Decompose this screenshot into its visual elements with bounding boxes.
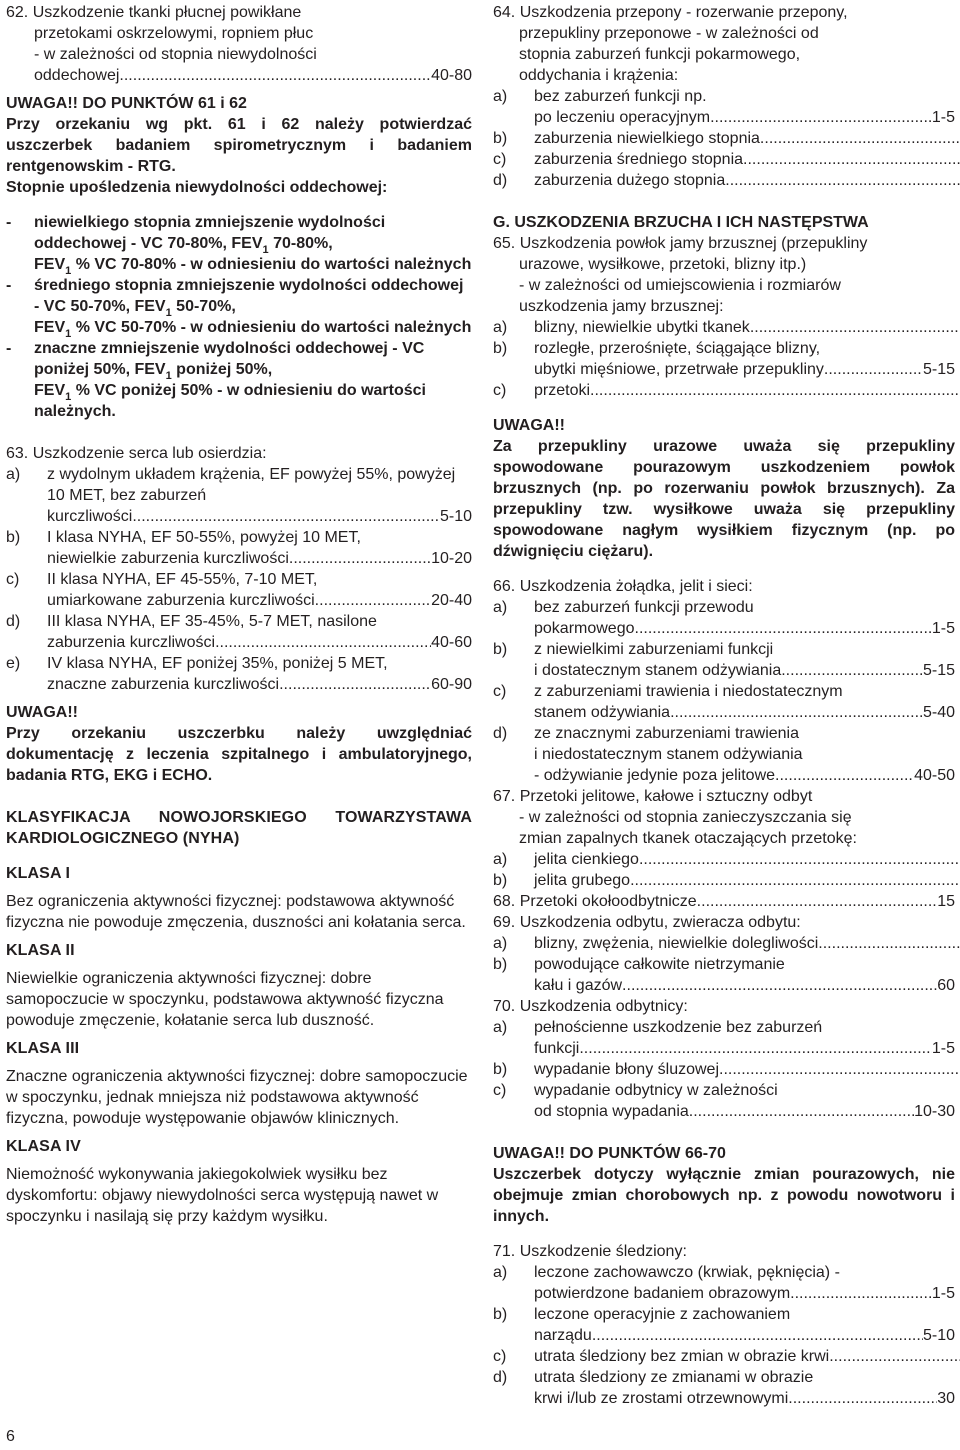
sub-item: a) leczone zachowawczo (krwiak, pęknięcia) -: [493, 1264, 840, 1281]
item-value-line: b) wypadanie błony śluzowej .....: [493, 1059, 955, 1080]
item-69: [493, 912, 955, 996]
item-value-line: d) zaburzenia dużego stopnia .....: [493, 170, 955, 191]
class-heading: KLASA IV: [6, 1138, 81, 1155]
page-number: 6: [6, 1428, 15, 1445]
item-value: 20-40: [431, 592, 472, 609]
item-title: 62. Uszkodzenie tkanki płucnej powikłane: [6, 4, 302, 21]
item-value-line: po leczeniu operacyjnym ..... 1-5: [493, 107, 955, 128]
note-text: Przy orzekaniu uszczerbku należy uwzględniać dokumentację z leczenia szpitalnego i ambulatoryjnego, badania RTG, EKG i ECHO.: [6, 725, 472, 784]
sub-item: d) III klasa NYHA, EF 35-45%, 5-7 MET, nasilone: [6, 613, 377, 630]
item-value-line: narządu ..... 5-10: [493, 1325, 955, 1346]
class-text: Znaczne ograniczenia aktywności fizycznej: dobre samopoczucie w spoczynku, jednak mniejsza niż podstawowa aktywność fizyczna, powoduje występowanie objawów klinicznych.: [6, 1068, 468, 1127]
item-value-line: od stopnia wypadania ..... 10-30: [493, 1101, 955, 1122]
class-heading: KLASA II: [6, 942, 75, 959]
item-title: 70. Uszkodzenia odbytnicy:: [493, 998, 688, 1015]
item-value: 15: [937, 893, 955, 910]
left-column: [6, 2, 472, 1227]
item-67: 67. Przetoki jelitowe, kałowe i sztuczny odbyt - w zależności od stopnia zanieczyszczania się zmian zapalnych tkanek otaczających przetokę: a) jelita cienkiego ..... b) jelita grubego .....: [493, 786, 955, 891]
item-value-line: c) zaburzenia średniego stopnia .....: [493, 149, 955, 170]
item-value: 1-5: [931, 1040, 955, 1057]
degree-item: - znaczne zmniejszenie wydolności oddechowej - VC poniżej 50%, $FEV_1$ poniżej 50%, $FEV_1$ % VC poniżej 50% - w odniesieniu do wartości należnych.: [6, 340, 426, 420]
note-heading: UWAGA!!: [6, 704, 78, 721]
respiratory-degrees: [6, 212, 472, 422]
item-title: 67. Przetoki jelitowe, kałowe i sztuczny odbyt: [493, 788, 813, 805]
note-63: [6, 702, 472, 786]
item-66: 66. Uszkodzenia żołądka, jelit i sieci: a) bez zaburzeń funkcji przewodu pokarmowego ..... 1-5 b) z niewielkimi zaburzeniami funkcji i dostatecznym stanem odżywiania ..... 5-15 c) z zaburzeniami trawienia i niedostatecznym stanem odżywiania ..... 5-40 d) ze znacznymi zaburzeniami trawienia i niedostatecznym stanem odżywiania - odżywianie jedynie poza jelitowe ..... 40-50: [493, 576, 955, 786]
item-value-line: ubytki mięśniowe, przetrwałe przepukliny ..... 5-15: [493, 359, 955, 380]
item-label: oddechowej: [34, 67, 120, 84]
item-value-line: a) blizny, zwężenia, niewielkie dolegliwości .....: [493, 933, 955, 954]
item-64: 64. Uszkodzenia przepony - rozerwanie przepony, przepukliny przeponowe - w zależności od stopnia zaburzeń funkcji pokarmowego, oddychania i krążenia: a) bez zaburzeń funkcji np. po leczeniu operacyjnym ..... 1-5 b) zaburzenia niewielkiego stopnia ..... c) zaburzenia średniego stopnia ..... d) zaburzenia dużego stopnia .....: [493, 2, 955, 191]
note-66-70: [493, 1143, 955, 1227]
sub-item: c) wypadanie odbytnicy w zależności: [493, 1082, 778, 1099]
sub-item: c) z zaburzeniami trawienia i niedostatecznym: [493, 683, 843, 700]
right-column: [493, 2, 955, 1409]
item-value: 40-80: [431, 67, 472, 84]
item-value-line: znaczne zaburzenia kurczliwości ..... 60-90: [6, 674, 472, 695]
class-text: Niewielkie ograniczenia aktywności fizycznej: dobre samopoczucie w spoczynku, podstawowa aktywność fizyczna powoduje zmęczenie, kołatanie serca lub duszność.: [6, 970, 444, 1029]
section-heading: G. USZKODZENIA BRZUCHA I ICH NASTĘPSTWA: [493, 214, 869, 231]
degree-item: - średniego stopnia zmniejszenie wydolności oddechowej - VC 50-70%, $FEV_1$ 50-70%, $FEV_1$ % VC 50-70% - w odniesieniu do wartości należnych: [6, 277, 472, 340]
item-value: 5-10: [922, 1327, 955, 1344]
item-65: 65. Uszkodzenia powłok jamy brzusznej (przepukliny urazowe, wysiłkowe, przetoki, blizny itp.) - w zależności od umiejscowienia i rozmiarów uszkodzenia jamy brzusznej: a) blizny, niewielkie ubytki tkanek ..... b) rozległe, przerośnięte, ściągające blizny, ubytki mięśniowe, przetrwałe przepukliny ..... 5-15 c) przetoki .....: [493, 233, 955, 401]
item-value: 10-20: [431, 550, 472, 567]
item-68: 68. Przetoki okołoodbytnicze ..... 15: [493, 891, 955, 912]
note-text: Uszczerbek dotyczy wyłącznie zmian pourazowych, nie obejmuje zmian chorobowych np. z powodu nowotworu i innych.: [493, 1166, 955, 1225]
item-value-line: kurczliwości ..... 5-10: [6, 506, 472, 527]
item-71: [493, 1241, 955, 1409]
item-value: 5-10: [439, 508, 472, 525]
dot-leader: [119, 65, 431, 86]
item-value: 40-60: [431, 634, 472, 651]
item-value-line: a) blizny, niewielkie ubytki tkanek .....: [493, 317, 955, 338]
note-heading: UWAGA!! DO PUNKTÓW 61 i 62: [6, 95, 247, 112]
item-title: 65. Uszkodzenia powłok jamy brzusznej (przepukliny: [493, 235, 868, 252]
section-heading: KLASYFIKACJA NOWOJORSKIEGO TOWARZYSTAWA KARDIOLOGICZNEGO (NYHA): [6, 809, 472, 847]
note-text: Za przepukliny urazowe uważa się przepukliny spowodowane pourazowym uszkodzeniem powłok brzusznych (np. po rozerwaniu powłok brzusznych). Za przepukliny tzw. wysiłkowe uważa się przepukliny spowodowane nagłym wysiłkiem fizycznym (np. po dźwignięciu ciężaru).: [493, 438, 955, 560]
sub-item: e) IV klasa NYHA, EF poniżej 35%, poniżej 5 MET,: [6, 655, 388, 672]
sub-item: a) z wydolnym układem krążenia, EF powyżej 55%, powyżej 10 MET, bez zaburzeń: [6, 466, 456, 504]
item-line: - w zależności od stopnia niewydolności: [34, 46, 317, 63]
item-value: 60: [937, 977, 955, 994]
sub-item: b) z niewielkimi zaburzeniami funkcji: [493, 641, 774, 658]
sub-item: c) II klasa NYHA, EF 45-55%, 7-10 MET,: [6, 571, 318, 588]
item-63: [6, 443, 472, 695]
sub-item: a) pełnościenne uszkodzenie bez zaburzeń: [493, 1019, 823, 1036]
sub-item: b) powodujące całkowite nietrzymanie: [493, 956, 785, 973]
sub-item: d) utrata śledziony ze zmianami w obrazie: [493, 1369, 814, 1386]
class-text: Bez ograniczenia aktywności fizycznej: podstawowa aktywność fizyczna nie powoduje zmęczenia, duszności ani kołatania serca.: [6, 893, 466, 931]
item-value: 30: [937, 1390, 955, 1407]
item-value: 5-15: [922, 361, 955, 378]
sub-item: a) bez zaburzeń funkcji przewodu: [493, 599, 754, 616]
nyha-classification: [6, 807, 472, 1227]
item-62: [6, 2, 472, 86]
item-70: [493, 996, 955, 1122]
class-heading: KLASA III: [6, 1040, 80, 1057]
item-value-line: b) zaburzenia niewielkiego stopnia .....: [493, 128, 955, 149]
item-value: 5-15: [922, 662, 955, 679]
sub-item: d) ze znacznymi zaburzeniami trawienia: [493, 725, 799, 742]
item-value-line: potwierdzone badaniem obrazowym ..... 1-5: [493, 1283, 955, 1304]
item-value: 10-30: [914, 1103, 955, 1120]
item-value: 5-40: [922, 704, 955, 721]
item-value-line: pokarmowego ..... 1-5: [493, 618, 955, 639]
note-heading: UWAGA!!: [493, 417, 565, 434]
item-value-line: c) utrata śledziony bez zmian w obrazie krwi .....: [493, 1346, 955, 1367]
sub-item: a) bez zaburzeń funkcji np.: [493, 88, 707, 105]
class-heading: KLASA I: [6, 865, 71, 882]
class-text: Niemożność wykonywania jakiegokolwiek wysiłku bez dyskomfortu: objawy niewydolności serca występują nawet w spoczynku i nasilają się przy każdym wysiłku.: [6, 1166, 439, 1225]
sub-item: b) I klasa NYHA, EF 50-55%, powyżej 10 MET,: [6, 529, 361, 546]
item-value-line: niewielkie zaburzenia kurczliwości ..... 10-20: [6, 548, 472, 569]
item-value-line: krwi i/lub ze zrostami otrzewnowymi ..... 30: [493, 1388, 955, 1409]
item-value: 40-50: [914, 767, 955, 784]
item-value-line: umiarkowane zaburzenia kurczliwości ..... 20-40: [6, 590, 472, 611]
item-value-line: i dostatecznym stanem odżywiania ..... 5-15: [493, 660, 955, 681]
sub-item: b) leczone operacyjnie z zachowaniem: [493, 1306, 791, 1323]
item-value-line: c) przetoki .....: [493, 380, 955, 401]
item-value-line: [6, 65, 472, 86]
note-65: [493, 415, 955, 562]
item-value: 1-5: [931, 109, 955, 126]
item-title: 66. Uszkodzenia żołądka, jelit i sieci:: [493, 578, 753, 595]
item-value: 1-5: [931, 620, 955, 637]
item-title: 63. Uszkodzenie serca lub osierdzia:: [6, 445, 267, 462]
note-heading: UWAGA!! DO PUNKTÓW 66-70: [493, 1145, 726, 1162]
item-value-line: stanem odżywiania ..... 5-40: [493, 702, 955, 723]
item-value-line: b) jelita grubego .....: [493, 870, 955, 891]
degree-item: - niewielkiego stopnia zmniejszenie wydolności oddechowej - VC 70-80%, $FEV_1$ 70-80%, $FEV_1$ % VC 70-80% - w odniesieniu do wartości należnych: [6, 214, 472, 277]
item-value-line: zaburzenia kurczliwości ..... 40-60: [6, 632, 472, 653]
item-value-line: kału i gazów ..... 60: [493, 975, 955, 996]
item-title: 71. Uszkodzenie śledziony:: [493, 1243, 687, 1260]
sub-item: b) rozległe, przerośnięte, ściągające blizny,: [493, 340, 821, 357]
item-value: 60-90: [431, 676, 472, 693]
item-value-line: a) jelita cienkiego .....: [493, 849, 955, 870]
item-value: 1-5: [931, 1285, 955, 1302]
item-value-line: - odżywianie jedynie poza jelitowe ..... 40-50: [493, 765, 955, 786]
note-subheading: Stopnie upośledzenia niewydolności oddechowej:: [6, 179, 388, 196]
item-title: 69. Uszkodzenia odbytu, zwieracza odbytu:: [493, 914, 801, 931]
item-line: przetokami oskrzelowymi, ropniem płuc: [34, 25, 314, 42]
item-title: 64. Uszkodzenia przepony - rozerwanie przepony,: [493, 4, 848, 21]
note-text: Przy orzekaniu wg pkt. 61 i 62 należy potwierdzać uszczerbek badaniem spirometrycznym i badaniem rentgenowskim - RTG.: [6, 116, 472, 175]
item-value-line: funkcji ..... 1-5: [493, 1038, 955, 1059]
note-61-62: [6, 93, 472, 198]
